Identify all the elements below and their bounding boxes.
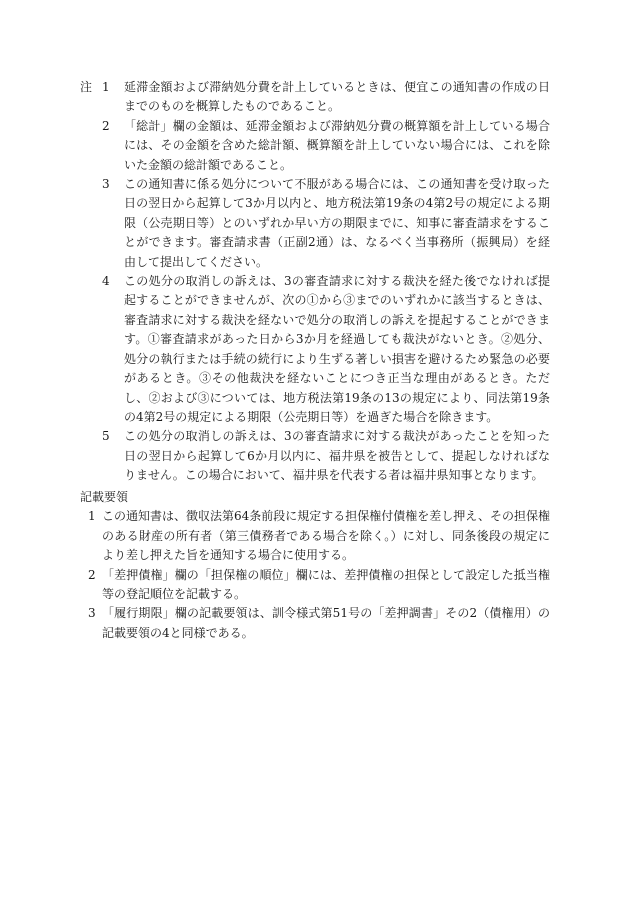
- note-text: この処分の取消しの訴えは、3の審査請求に対する裁決を経た後でなければ提起することができませんが、次の①から③までのいずれかに該当するときは、審査請求に対する裁決を経ないで処分の取消しの訴えを提起することができます。①審査請求があった日から3か月を経過しても裁決がないとき。②処分、処分の執行または手続の続行により生ずる著しい損害を避けるため緊急の必要があるとき。③その他裁決を経ないことにつき正当な理由があるとき。ただし、②および③については、地方税法第19条の13の規定により、同法第19条の4第2号の規定による期限（公売期日等）を過ぎた場合を除きます。: [124, 274, 550, 424]
- instruction-item: [80, 507, 550, 565]
- note-number: 5: [102, 429, 110, 444]
- note-number: 3: [102, 177, 110, 192]
- note-text: この通知書に係る処分について不服がある場合には、この通知書を受け取った日の翌日から起算して3か月以内と、地方税法第19条の4第2号の規定による期限（公売期日等）とのいずれか早い方の期限までに、知事に審査請求をすることができます。審査請求書（正副2通）は、なるべく当事務所（振興局）を経由して提出してください。: [124, 177, 550, 269]
- instruction-item: [80, 604, 550, 643]
- instruction-number: 2: [88, 567, 96, 582]
- note-item: [80, 427, 550, 485]
- notes-section: [80, 78, 550, 486]
- note-number: 1: [102, 80, 110, 94]
- note-item: [80, 117, 550, 175]
- note-text: 「総計」欄の金額は、延滞金額および滞納処分費の概算額を計上している場合には、その金額を含めた総計額、概算額を計上していない場合には、これを除いた金額の総計額であること。: [124, 118, 550, 172]
- note-item: [80, 78, 550, 117]
- instructions-section: [80, 488, 550, 643]
- note-item: [80, 272, 550, 427]
- instructions-title: 記載要領: [80, 490, 129, 504]
- note-number: 4: [102, 274, 110, 289]
- instruction-text: 「差押債権」欄の「担保権の順位」欄には、差押債権の担保として設定した抵当権等の登記順位を記載する。: [102, 567, 550, 602]
- instruction-item: [80, 566, 550, 605]
- instruction-text: 「履行期限」欄の記載要領は、訓令様式第51号の「差押調書」その2（債権用）の記載要領の4と同様である。: [102, 606, 550, 640]
- instruction-number: 1: [88, 509, 96, 524]
- note-text: この処分の取消しの訴えは、3の審査請求に対する裁決があったことを知った日の翌日から起算して6か月以内に、福井県を被告として、提起しなければなりません。この場合において、福井県を代表する者は福井県知事となります。: [124, 429, 550, 483]
- notes-prefix: 注: [80, 80, 93, 94]
- note-number: 2: [102, 118, 110, 133]
- note-item: [80, 175, 550, 272]
- instruction-number: 3: [88, 606, 96, 621]
- instruction-text: この通知書は、徴収法第64条前段に規定する担保権付債権を差し押え、その担保権のある財産の所有者（第三債務者である場合を除く。）に対し、同条後段の規定により差し押えた旨を通知する場合に使用する。: [102, 509, 550, 563]
- note-text: 延滞金額および滞納処分費を計上しているときは、便宜この通知書の作成の日までのものを概算したものであること。: [124, 80, 550, 114]
